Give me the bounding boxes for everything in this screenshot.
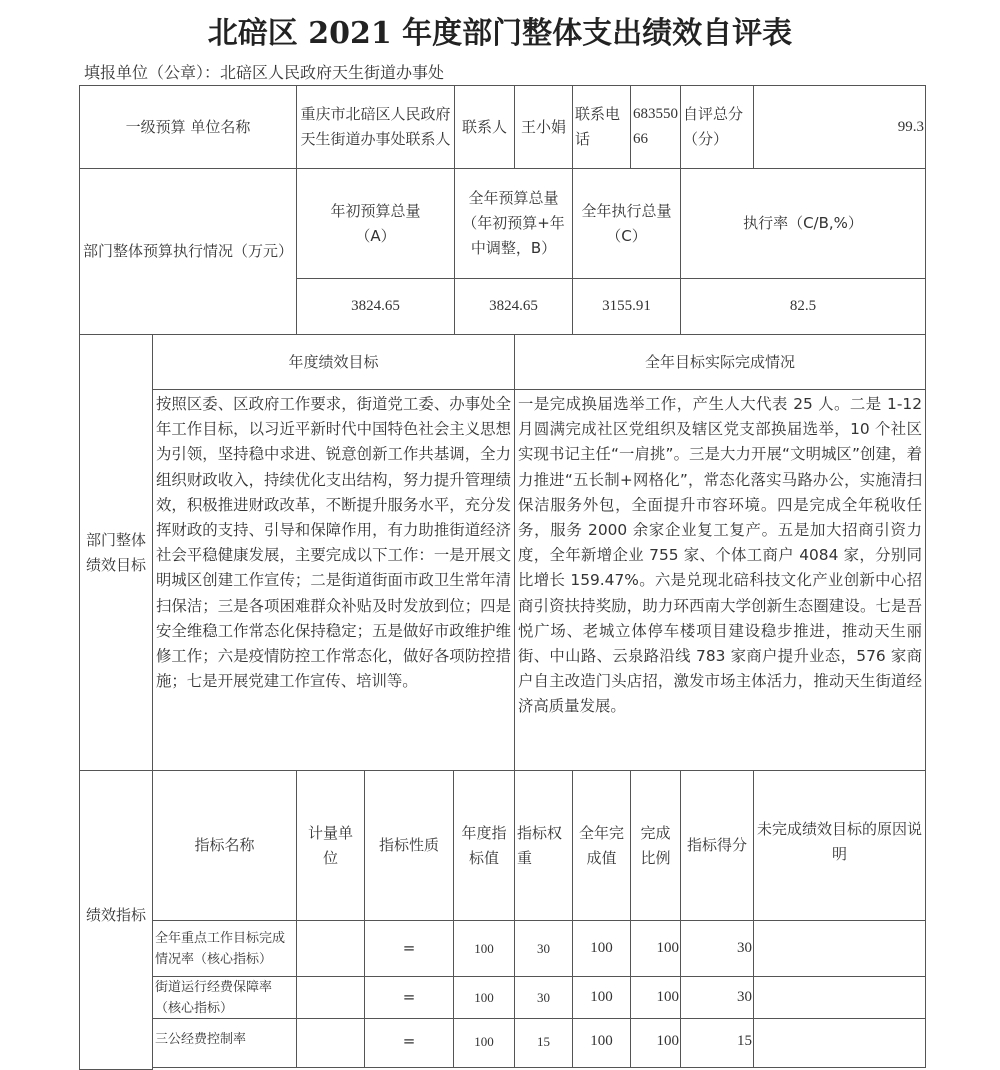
score-value: 99.3	[753, 85, 926, 169]
indicator-reason	[753, 920, 926, 977]
indicator-target: 100	[453, 1018, 515, 1068]
reporting-unit: 填报单位（公章）：北碚区人民政府天生街道办事处	[84, 63, 445, 82]
header-ratio: 完成比例	[630, 770, 681, 921]
header-score: 指标得分	[680, 770, 754, 921]
page-title: 北碚区 2021 年度部门整体支出绩效自评表	[207, 16, 793, 51]
indicator-unit	[296, 976, 365, 1019]
header-target: 年度指标值	[453, 770, 515, 921]
indicator-name: 三公经费控制率	[152, 1018, 297, 1068]
indicator-weight: 30	[514, 920, 573, 977]
indicator-score: 15	[680, 1018, 754, 1068]
budget-value-a: 3824.65	[296, 278, 455, 335]
indicator-name: 全年重点工作目标完成情况率（核心指标）	[152, 920, 297, 977]
budget-unit-label: 一级预算 单位名称	[79, 85, 297, 169]
score-label: 自评总分（分）	[680, 85, 754, 169]
goals-label: 部门整体绩效目标	[79, 334, 153, 771]
actual-header: 全年目标实际完成情况	[514, 334, 926, 390]
indicator-name: 街道运行经费保障率（核心指标）	[152, 976, 297, 1019]
indicator-weight: 30	[514, 976, 573, 1019]
contact-label: 联系人	[454, 85, 515, 169]
unit-name: 重庆市北碚区人民政府天生街道办事处联系人	[296, 85, 455, 169]
budget-value-rate: 82.5	[680, 278, 926, 335]
indicator-nature: =	[364, 976, 454, 1019]
indicator-unit	[296, 920, 365, 977]
header-weight: 指标权重	[514, 770, 573, 921]
indicator-actual: 100	[572, 976, 631, 1019]
indicator-weight: 15	[514, 1018, 573, 1068]
indicators-label: 绩效指标	[79, 770, 153, 1070]
indicator-reason	[753, 976, 926, 1019]
indicator-nature: =	[364, 1018, 454, 1068]
phone-value: 68355066	[630, 85, 681, 169]
header-unit: 计量单位	[296, 770, 365, 921]
header-actual: 全年完成值	[572, 770, 631, 921]
indicator-score: 30	[680, 920, 754, 977]
header-name: 指标名称	[152, 770, 297, 921]
budget-label: 部门整体预算执行情况（万元）	[79, 168, 297, 335]
indicator-nature: =	[364, 920, 454, 977]
phone-label: 联系电话	[572, 85, 631, 169]
budget-header-b: 全年预算总量 （年初预算+年中调整，B）	[454, 168, 573, 279]
indicator-actual: 100	[572, 1018, 631, 1068]
budget-header-rate: 执行率（C/B,%）	[680, 168, 926, 279]
budget-value-b: 3824.65	[454, 278, 573, 335]
header-nature: 指标性质	[364, 770, 454, 921]
indicator-ratio: 100	[630, 1018, 681, 1068]
actual-text: 一是完成换届选举工作，产生人大代表 25 人。二是 1-12 月圆满完成社区党组织及辖区党支部换届选举，10 个社区实现书记主任“一肩挑”。三是大力开展“文明城区”创建，着力推进“五长制+网格化”，常态化落实马路办公，实施清扫保洁服务外包，全面提升市容环境。四是完成全年税收任务，服务 2000 余家企业复工复产。五是加大招商引资力度，全年新增企业 755 家、个体工商户 4084 家，分别同比增长 159.47%。六是兑现北碚科技文化产业创新中心招商引资扶持奖励，助力环西南大学创新生态圈建设。七是吾悦广场、老城立体停车楼项目建设稳步推进，推动天生丽街、中山路、云泉路沿线 783 家商户提升业态，576 家商户自主改造门头店招，激发市场主体活力，推动天生街道经济高质量发展。	[514, 389, 926, 771]
target-header: 年度绩效目标	[152, 334, 515, 390]
target-text: 按照区委、区政府工作要求，街道党工委、办事处全年工作目标，以习近平新时代中国特色社会主义思想为引领，坚持稳中求进、锐意创新工作共基调，全力组织财政收入，持续优化支出结构，努力提升管理绩效，积极推进财政改革，不断提升服务水平，充分发挥财政的支持、引导和保障作用，有力助推街道经济社会平稳健康发展，主要完成以下工作：一是开展文明城区创建工作宣传；二是街道街面市政卫生常年清扫保洁；三是各项困难群众补贴及时发放到位；四是安全维稳工作常态化保持稳定；五是做好市政维护维修工作；六是疫情防控工作常态化，做好各项防控措施；七是开展党建工作宣传、培训等。	[152, 389, 515, 771]
budget-header-a: 年初预算总量 （A）	[296, 168, 455, 279]
contact-value: 王小娟	[514, 85, 573, 169]
indicator-ratio: 100	[630, 920, 681, 977]
budget-header-c: 全年执行总量 （C）	[572, 168, 681, 279]
indicator-actual: 100	[572, 920, 631, 977]
header-reason: 未完成绩效目标的原因说明	[753, 770, 926, 921]
indicator-target: 100	[453, 976, 515, 1019]
indicator-target: 100	[453, 920, 515, 977]
budget-value-c: 3155.91	[572, 278, 681, 335]
indicator-ratio: 100	[630, 976, 681, 1019]
indicator-score: 30	[680, 976, 754, 1019]
